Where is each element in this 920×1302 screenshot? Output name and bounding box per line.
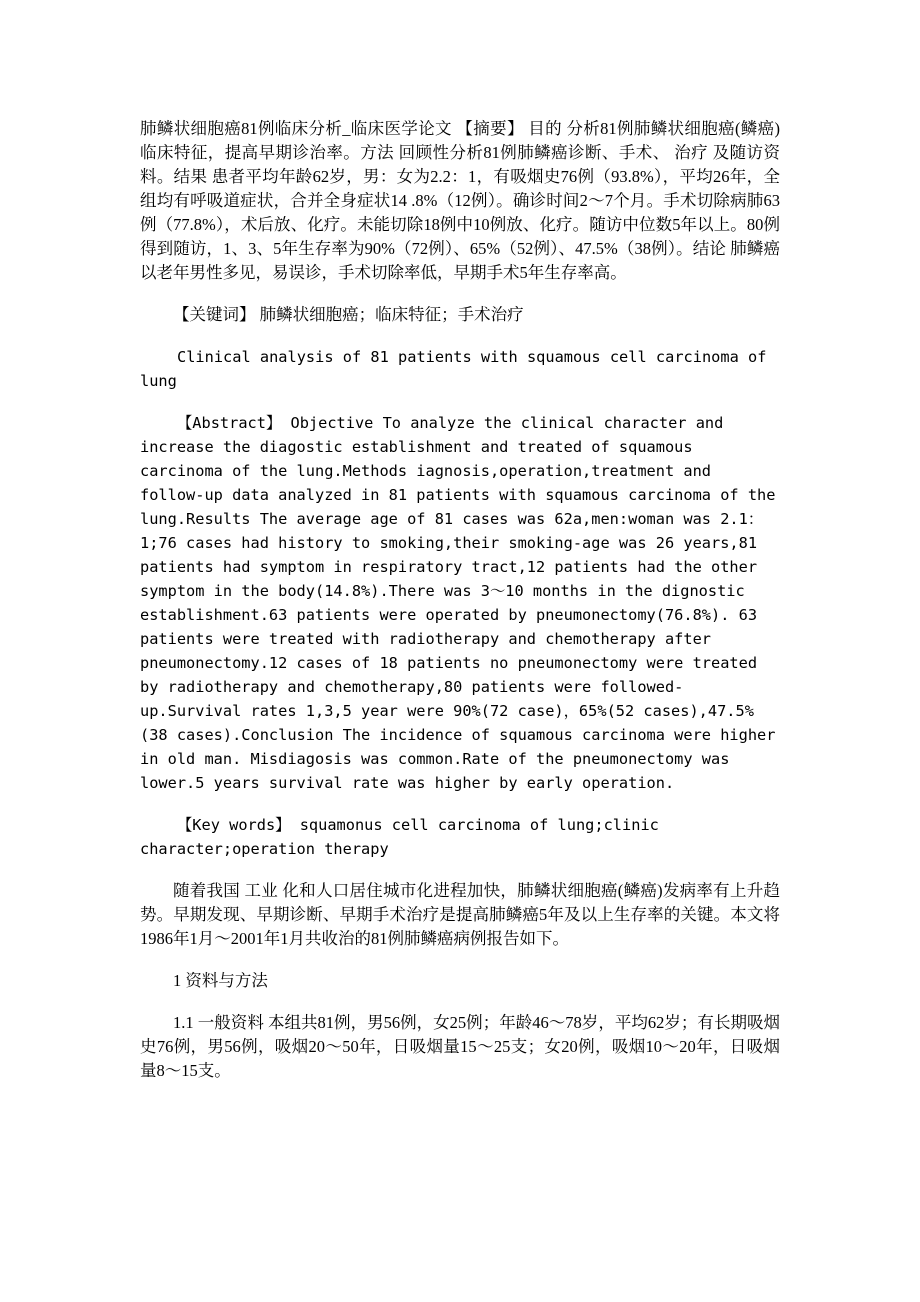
paragraph-title-en: Clinical analysis of 81 patients with squamous cell carcinoma of lung (140, 348, 767, 390)
paragraph-general-data: 1.1 一般资料 本组共81例，男56例，女25例；年龄46～78岁，平均62岁；有长期吸烟史76例，男56例，吸烟20～50年，日吸烟量15～25支；女20例，吸烟10～20年，日吸烟量8～15支。 (140, 1013, 780, 1080)
paragraph-keywords-cn: 【关键词】 肺鳞状细胞癌；临床特征；手术治疗 (173, 305, 524, 324)
paragraph-keywords-en: 【Key words】 squamonus cell carcinoma of lung;clinic character;operation therapy (140, 816, 659, 858)
section-heading-materials-methods: 1 资料与方法 (173, 971, 268, 990)
paragraph-intro-cn: 随着我国 工业 化和人口居住城市化进程加快，肺鳞状细胞癌(鳞癌)发病率有上升趋势。早期发现、早期诊断、早期手术治疗是提高肺鳞癌5年及以上生存率的关键。本文将1986年1月～2001年1月共收治的81例肺鳞癌病例报告如下。 (140, 881, 780, 948)
paragraph-abstract-cn: 肺鳞状细胞癌81例临床分析_临床医学论文 【摘要】 目的 分析81例肺鳞状细胞癌(鳞癌)临床特征，提高早期诊治率。方法 回顾性分析81例肺鳞癌诊断、手术、 治疗 及随访资料。结果 患者平均年龄62岁，男：女为2.2：1，有吸烟史76例（93.8%），平均26年，全组均有呼吸道症状，合并全身症状14 .8%（12例）。确诊时间2～7个月。手术切除病肺63例（77.8%），术后放、化疗。未能切除18例中10例放、化疗。随访中位数5年以上。80例得到随访，1、3、5年生存率为90%（72例）、65%（52例）、47.5%（38例）。结论 肺鳞癌以老年男性多见，易误诊，手术切除率低，早期手术5年生存率高。 (140, 119, 780, 282)
paragraph-abstract-en: 【Abstract】 Objective To analyze the clinical character and increase the diagostic establishment and treated of squamous carcinoma of the lung.Methods iagnosis,operation,treatment and follow-up data analyzed in 81 patients with squamous carcinoma of the lung.Results The average age of 81 cases was 62a,men:woman was 2.1：1;76 cases had history to smoking,their smoking-age was 26 years,81 patients had symptom in respiratory tract,12 patients had the other symptom in the body(14.8%).There was 3～10 months in the dignostic establishment.63 patients were operated by pneumonectomy(76.8%). 63 patients were treated with radiotherapy and chemotherapy after pneumonectomy.12 cases of 18 patients no pneumonectomy were treated by radiotherapy and chemotherapy,80 patients were followed-up.Survival rates 1,3,5 year were 90%(72 case)，65%(52 cases),47.5%(38 cases).Conclusion The incidence of squamous carcinoma were higher in old man. Misdiagosis was common.Rate of the pneumonectomy was lower.5 years survival rate was higher by early operation. (140, 414, 776, 792)
